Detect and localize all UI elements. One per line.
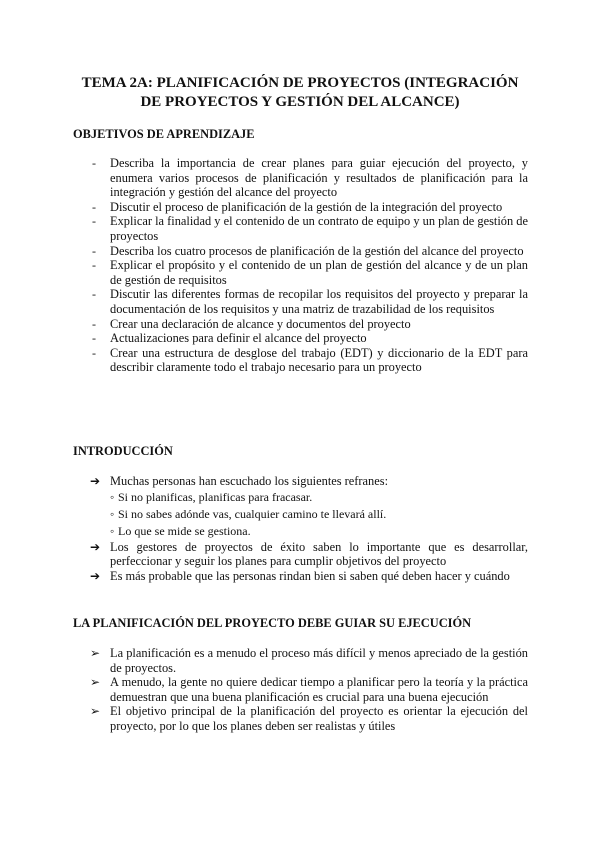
list-item: - Describa la importancia de crear planes para guiar ejecución del proyecto, y enumera varios procesos de planificación y resultados de planificación para la integración y gestión del alcance del proyecto bbox=[92, 156, 528, 200]
dash-marker: - bbox=[92, 199, 96, 214]
intro-list bbox=[90, 474, 528, 583]
intro-heading: INTRODUCCIÓN bbox=[73, 444, 173, 458]
circle-bullet-icon: ◦ bbox=[110, 489, 115, 504]
title-line-1: TEMA 2A: PLANIFICACIÓN DE PROYECTOS (INTEGRACIÓN bbox=[81, 75, 519, 91]
dash-marker: - bbox=[92, 243, 96, 258]
arrow-icon: ➔ bbox=[90, 568, 101, 583]
planning-heading: LA PLANIFICACIÓN DEL PROYECTO DEBE GUIAR SU EJECUCIÓN bbox=[73, 616, 472, 630]
arrow-icon: ➔ bbox=[90, 539, 101, 554]
dash-marker: - bbox=[92, 316, 96, 331]
list-item: - Discutir las diferentes formas de recopilar los requisitos del proyecto y preparar la documentación de los requisitos y una matriz de trazabilidad de los requisitos bbox=[92, 287, 528, 316]
list-item: ➔ Los gestores de proyectos de éxito saben lo importante que es desarrollar, perfeccionar y seguir los planes para cumplir objetivos del proyecto bbox=[90, 539, 528, 569]
objectives-list bbox=[92, 156, 528, 375]
list-item: ➔ Es más probable que las personas rindan bien si saben qué deben hacer y cuándo bbox=[90, 568, 510, 583]
dash-marker: - bbox=[92, 258, 96, 273]
list-item: ➢ A menudo, la gente no quiere dedicar tiempo a planificar pero la teoría y la práctica demuestran que una buena planificación es crucial para una buena ejecución bbox=[90, 675, 528, 704]
list-item: - Discutir el proceso de planificación de la gestión de la integración del proyecto bbox=[92, 199, 503, 214]
triangle-arrow-icon: ➢ bbox=[90, 675, 101, 690]
saying: ◦ Lo que se mide se gestiona. bbox=[110, 523, 251, 538]
dash-marker: - bbox=[92, 156, 96, 170]
dash-marker: - bbox=[92, 345, 96, 360]
circle-bullet-icon: ◦ bbox=[110, 506, 115, 521]
objectives-heading: OBJETIVOS DE APRENDIZAJE bbox=[73, 127, 255, 141]
list-item: ➢ La planificación es a menudo el proceso más difícil y menos apreciado de la gestión de proyectos. bbox=[90, 646, 528, 675]
triangle-arrow-icon: ➢ bbox=[90, 704, 101, 719]
dash-marker: - bbox=[92, 287, 96, 302]
circle-bullet-icon: ◦ bbox=[110, 523, 115, 538]
dash-marker: - bbox=[92, 214, 96, 229]
list-item: - Describa los cuatro procesos de planificación de la gestión del alcance del proyecto bbox=[92, 243, 524, 258]
list-item: - Explicar el propósito y el contenido de un plan de gestión del alcance y de un plan de gestión de requisitos bbox=[92, 258, 528, 287]
planning-list bbox=[90, 646, 528, 734]
dash-marker: - bbox=[92, 331, 96, 346]
list-item: - Explicar la finalidad y el contenido de un contrato de equipo y un plan de gestión de proyectos bbox=[92, 214, 528, 243]
list-item: ➔ Muchas personas han escuchado los siguientes refranes: ◦ Si no planificas, planificas para fracasar. ◦ Si no sabes adónde vas, cualquier camino te llevará allí. ◦ Lo que se mide se gestiona. bbox=[90, 474, 528, 540]
page-title bbox=[70, 74, 530, 112]
triangle-arrow-icon: ➢ bbox=[90, 646, 101, 660]
list-item: - Crear una declaración de alcance y documentos del proyecto bbox=[92, 316, 411, 331]
saying: ◦ Si no sabes adónde vas, cualquier camino te llevará allí. bbox=[110, 506, 387, 521]
list-item: - Crear una estructura de desglose del trabajo (EDT) y diccionario de la EDT para describir claramente todo el trabajo necesario para un proyecto bbox=[92, 345, 528, 375]
title-line-2: DE PROYECTOS Y GESTIÓN DEL ALCANCE) bbox=[140, 94, 460, 110]
arrow-icon: ➔ bbox=[90, 474, 101, 488]
list-item: ➢ El objetivo principal de la planificación del proyecto es orientar la ejecución del proyecto, por lo que los planes deben ser realistas y útiles bbox=[90, 704, 528, 733]
list-item: - Actualizaciones para definir el alcance del proyecto bbox=[92, 331, 367, 346]
saying: ◦ Si no planificas, planificas para fracasar. bbox=[110, 489, 313, 504]
